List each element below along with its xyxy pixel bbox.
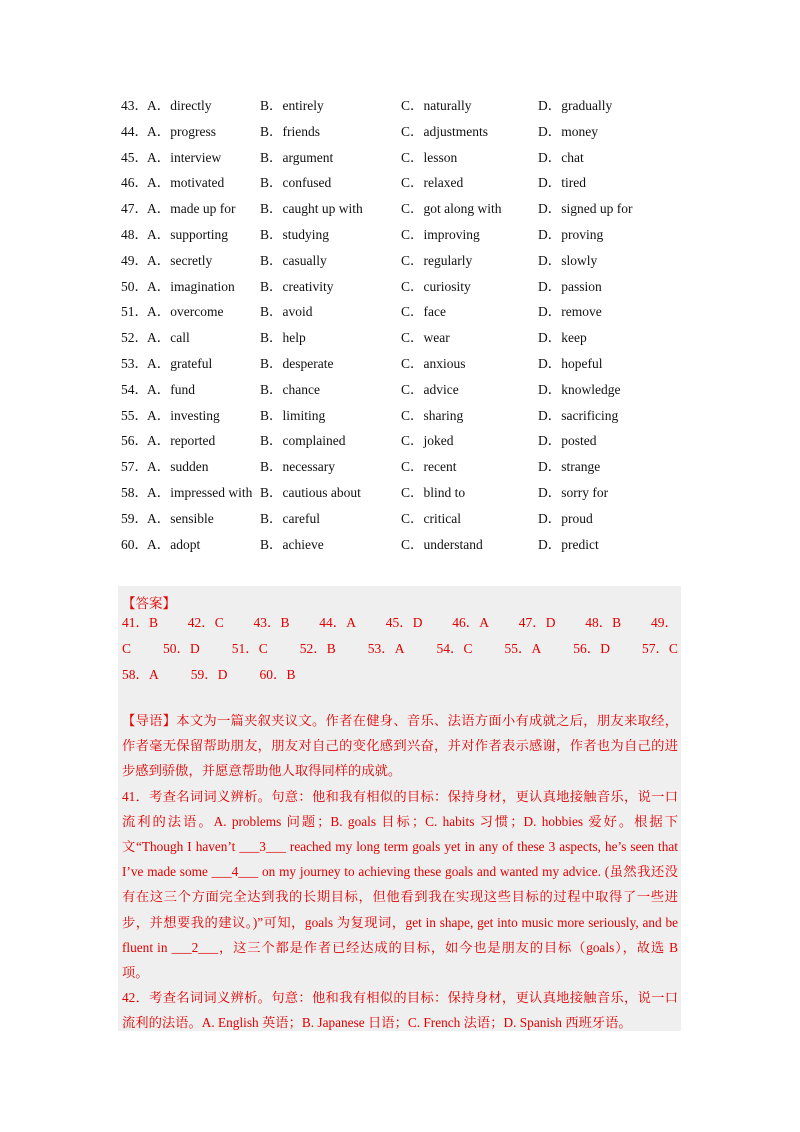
answer-item: 52．B (299, 641, 336, 656)
question-number: 47． (121, 201, 148, 217)
answer-line-3 (122, 662, 678, 688)
option-b: B．caught up with (260, 201, 363, 217)
option-a: A．adopt (147, 536, 201, 552)
option-d: D．hopeful (538, 355, 603, 371)
option-list (121, 93, 701, 557)
question-number: 49． (121, 252, 148, 268)
option-b: B．argument (260, 149, 334, 165)
option-b: B．friends (260, 123, 320, 139)
answer-item: 60．B (259, 667, 296, 682)
answer-item: 46．A (452, 615, 489, 630)
option-a: A．investing (147, 407, 220, 423)
answer-item: 51．C (231, 641, 268, 656)
question-row (121, 454, 701, 480)
question-row (121, 119, 701, 145)
option-c: C．advice (401, 381, 459, 397)
answer-item: 58．A (122, 667, 159, 682)
option-b: B．casually (260, 252, 327, 268)
question-number: 56． (121, 433, 148, 449)
option-d: D．remove (538, 304, 602, 320)
question-number: 45． (121, 149, 148, 165)
question-row (121, 351, 701, 377)
question-number: 50． (121, 278, 148, 294)
answer-item: C (122, 641, 132, 656)
option-d: D．strange (538, 459, 601, 475)
question-number: 59． (121, 510, 148, 526)
question-number: 53． (121, 355, 148, 371)
question-row (121, 248, 701, 274)
option-a: A．directly (147, 98, 212, 113)
option-a: A．overcome (147, 304, 224, 320)
option-b: B．cautious about (260, 484, 361, 500)
explanation-q41: 41．考查名词词义辨析。句意：他和我有相似的目标：保持身材，更认真地接触音乐，说一口流利的法语。A. problems 问题；B. goals 目标；C. habits 习惯；D. hobbies 爱好。根据下文“Though I haven’t ___3___ reached my long term goals yet in any of these 3 aspects, he’s seen that I’ve made some ___4___ on my journey to achieving these goals and wanted my advice. (虽然我还没有在这三个方面完全达到我的长期目标，但他看到我在实现这些目标的过程中取得了一些进步，并想要我的建议。)”可知，goals 为复现词，get in shape, get into music more seriously, and be fluent in ___2___，这三个都是作者已经达成的目标，如今也是朋友的目标（goals），故选 B 项。 (122, 788, 678, 981)
answer-item: 49． (650, 615, 678, 630)
option-c: C．got along with (401, 201, 502, 217)
answer-item: 50．D (163, 641, 200, 656)
question-row (121, 325, 701, 351)
answer-item: 57．C (641, 641, 678, 656)
answer-key (122, 610, 678, 688)
option-b: B．confused (260, 175, 332, 191)
question-number: 46． (121, 175, 148, 191)
question-row (121, 299, 701, 325)
option-c: C．face (401, 304, 446, 320)
answer-item: 55．A (504, 641, 542, 656)
option-b: B．studying (260, 226, 330, 242)
question-row (121, 145, 701, 171)
option-b: B．limiting (260, 407, 326, 423)
option-c: C．understand (401, 536, 483, 552)
explanation (122, 708, 678, 1036)
option-a: A．progress (147, 123, 216, 139)
question-number: 52． (121, 330, 148, 346)
option-a: A．secretly (147, 252, 213, 268)
question-row (121, 274, 701, 300)
question-row (121, 506, 701, 532)
option-d: D．signed up for (538, 201, 633, 217)
question-row (121, 480, 701, 506)
option-c: C．improving (401, 226, 480, 242)
option-b: B．avoid (260, 304, 313, 320)
option-d: D．passion (538, 278, 602, 294)
option-c: C．curiosity (401, 278, 471, 294)
question-row (121, 403, 701, 429)
option-b: B．careful (260, 510, 320, 526)
option-a: A．motivated (147, 175, 225, 191)
answer-item: 48．B (585, 615, 622, 630)
option-d: D．keep (538, 330, 587, 346)
option-c: C．recent (401, 459, 457, 475)
option-a: A．grateful (147, 355, 213, 371)
option-d: D．tired (538, 175, 586, 191)
answer-item: 44．A (319, 615, 356, 630)
option-d: D．slowly (538, 252, 598, 268)
answer-item: 59．D (190, 667, 228, 682)
option-c: C．anxious (401, 355, 466, 371)
question-number: 54． (121, 381, 148, 397)
option-a: A．sudden (147, 459, 209, 475)
question-number: 43． (121, 98, 148, 113)
answer-item: 47．D (518, 615, 556, 630)
option-c: C．adjustments (401, 123, 488, 139)
option-d: D．proud (538, 510, 593, 526)
option-b: B．complained (260, 433, 346, 449)
option-d: D．proving (538, 226, 604, 242)
question-row (121, 93, 701, 119)
option-a: A．supporting (147, 226, 228, 242)
option-c: C．joked (401, 433, 454, 449)
option-b: B．creativity (260, 278, 334, 294)
option-b: B．achieve (260, 536, 324, 552)
explanation-q42: 42．考查名词词义辨析。句意：他和我有相似的目标：保持身材，更认真地接触音乐，说一口流利的法语。A. English 英语；B. Japanese 日语；C. French 法语；D. Spanish 西班牙语。 (122, 990, 678, 1031)
question-row (121, 377, 701, 403)
question-row (121, 222, 701, 248)
option-c: C．wear (401, 330, 450, 346)
question-row (121, 532, 701, 558)
option-d: D．sorry for (538, 484, 609, 500)
answer-item: 56．D (573, 641, 610, 656)
option-a: A．made up for (147, 201, 236, 217)
option-d: D．chat (538, 149, 584, 165)
option-c: C．lesson (401, 149, 458, 165)
answer-item: 53．A (367, 641, 405, 656)
option-c: C．sharing (401, 407, 464, 423)
question-row (121, 428, 701, 454)
option-b: B．help (260, 330, 306, 346)
option-d: D．money (538, 123, 598, 139)
answer-item: 43．B (253, 615, 290, 630)
option-b: B．necessary (260, 459, 335, 475)
question-row (121, 196, 701, 222)
question-number: 44． (121, 123, 148, 139)
question-number: 51． (121, 304, 148, 320)
option-a: A．sensible (147, 510, 214, 526)
option-a: A．reported (147, 433, 216, 449)
option-a: A．fund (147, 381, 195, 397)
option-a: A．call (147, 330, 190, 346)
option-c: C．blind to (401, 484, 466, 500)
option-d: D．predict (538, 536, 599, 552)
option-c: C．relaxed (401, 175, 464, 191)
option-b: B．entirely (260, 98, 324, 113)
answer-line-2 (122, 636, 678, 662)
option-a: A．imagination (147, 278, 235, 294)
answer-item: 54．C (436, 641, 473, 656)
option-c: C．critical (401, 510, 461, 526)
option-d: D．gradually (538, 98, 613, 113)
answer-title: 【答案】 (122, 596, 176, 612)
question-number: 57． (121, 459, 148, 475)
answer-line-1 (122, 610, 678, 636)
answer-item: 41．B (122, 615, 159, 630)
question-number: 58． (121, 484, 148, 500)
question-number: 60． (121, 536, 148, 552)
answer-item: 42．C (187, 615, 224, 630)
option-a: A．interview (147, 149, 222, 165)
answer-section (118, 586, 681, 1031)
option-d: D．posted (538, 433, 597, 449)
option-b: B．desperate (260, 355, 334, 371)
option-c: C．naturally (401, 98, 472, 113)
option-b: B．chance (260, 381, 320, 397)
explanation-intro: 【导语】本文为一篇夹叙夹议文。作者在健身、音乐、法语方面小有成就之后，朋友来取经，作者毫无保留帮助朋友，朋友对自己的变化感到兴奋，并对作者表示感谢，作者也为自己的进步感到骄傲，并愿意帮助他人取得同样的成就。 (122, 713, 678, 779)
option-a: A．impressed with (147, 484, 253, 500)
question-number: 48． (121, 226, 148, 242)
option-c: C．regularly (401, 252, 473, 268)
option-d: D．knowledge (538, 381, 621, 397)
answer-item: 45．D (385, 615, 423, 630)
question-number: 55． (121, 407, 148, 423)
option-d: D．sacrificing (538, 407, 619, 423)
question-row (121, 170, 701, 196)
